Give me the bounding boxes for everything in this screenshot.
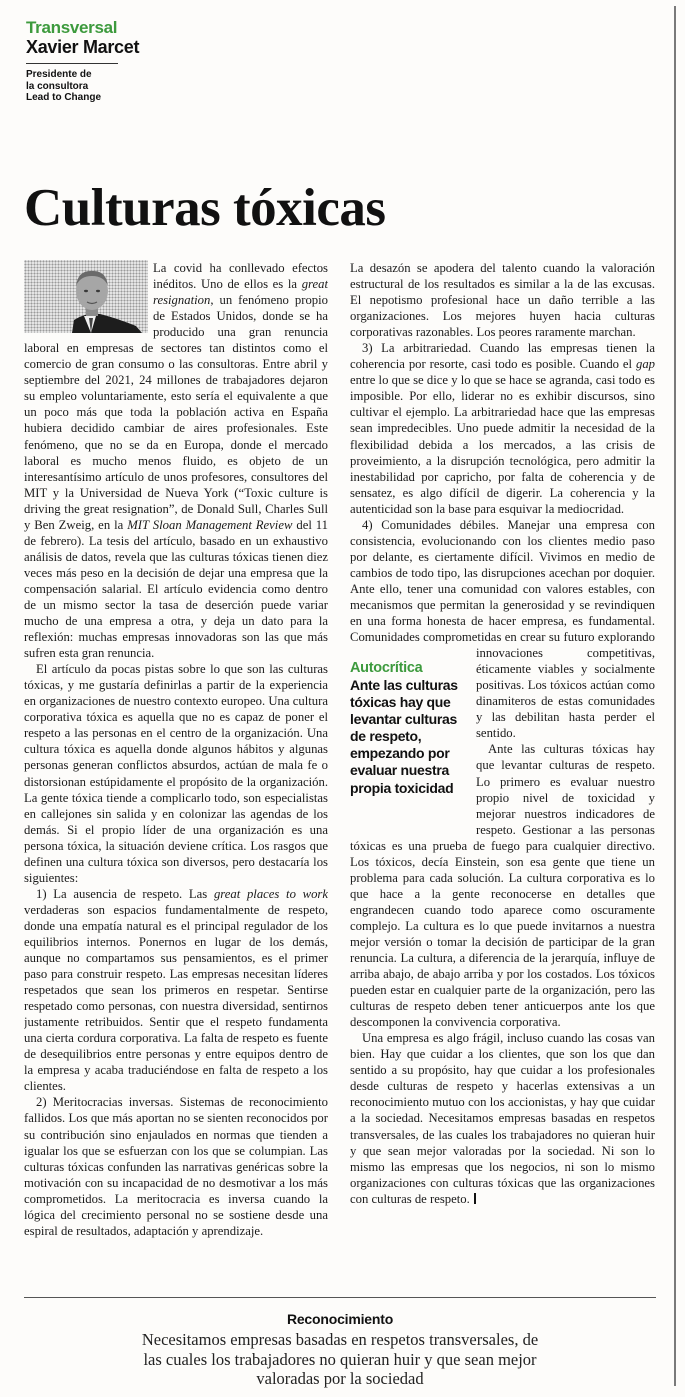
- section-label: Transversal: [26, 18, 118, 37]
- column-1-body: [24, 260, 328, 1239]
- italic-term: gap: [635, 357, 655, 372]
- author-role: [26, 69, 136, 104]
- footer-label: Reconocimiento: [286, 1311, 394, 1327]
- pullquote: [350, 660, 472, 797]
- author-portrait-icon: [24, 260, 148, 333]
- article-paragraph: 4) Comunidades débiles. Manejar una empresa con consistencia, evolucionando con los clientes medio paso por delante, es ciertamente difícil. Vivimos en medio de cambios de todo tipo, las disrupciones acechan por doquier. Ante ello, tener una comunidad con valores estables, con mecanismos que permitan la generosidad y se revindiquen en una forma honesta de hacer empresa, es fundamental. Comunidades comprometidas en crear su futuro explorando innovaciones competitivas, éticamente viables y socialmente positivas. Los tóxicos actúan como dinamiteros de estas comunidades y las debilitan hasta perder el sentido.: [350, 517, 655, 742]
- pullquote-label: Autocrítica: [350, 660, 423, 676]
- article-column-1: [24, 260, 328, 1290]
- author-role-line: Lead to Change: [26, 92, 102, 103]
- article-paragraph: Una empresa es algo frágil, incluso cuando las cosas van bien. Hay que cuidar a los clientes, que son los que dan sentido a su propósito, hay que cuidar a los profesionales desde culturas de respeto y hacerlas extensivas a un reconocimiento mutuo con los accionistas, y hay que cuidar a la sociedad. Necesitamos empresas basadas en respetos transversales, de las cuales los trabajadores no quieran huir y que sean mejor valoradas por la sociedad. Ni son lo mismo las empresas que los negocios, ni son lo mismo organizaciones con culturas tóxicas que las organizaciones con culturas de respeto.: [350, 1031, 655, 1206]
- end-of-article-mark: [474, 1193, 476, 1204]
- page-edge-rule: [674, 6, 676, 1386]
- article-paragraph: Ante las culturas tóxicas hay que levantar culturas de respeto. Lo primero es evaluar nuestro propio nivel de toxicidad y mejorar nuestros indicadores de respeto. Gestionar a las personas tóxicas es una prueba de fuego para cualquier directivo. Los tóxicos, decía Einstein, son esa gente que tiene un problema para cada solución. La cultura corporativa es lo que hace a la gente reconocerse en detalles que engrandecen cuando todo aparece como oscuramente complejo. La cultura es lo que puede invitarnos a nuestra mejor versión o tomar la decisión de participar de la gran renuncia. La cultura, a diferencia de la jerarquía, influye de arriba abajo, de abajo arriba y por los costados. Los tóxicos pueden estar en cualquier parte de la organización, pero las culturas de respeto deben tener anticuerpos ante los que descomponen la convivencia corporativa.: [350, 742, 655, 1030]
- article-paragraph: La desazón se apodera del talento cuando la valoración estructural de los resultados es similar a la de las excusas. El nepotismo profesional hace un daño terrible a las organizaciones. Los mejores huyen hacia culturas corporativas razonables. Los peores raramente marchan.: [350, 261, 655, 340]
- author-divider: [26, 63, 118, 64]
- italic-term: great resignation: [153, 277, 328, 308]
- author-role-line: Presidente de: [26, 69, 92, 80]
- article-paragraph: El artículo da pocas pistas sobre lo que son las culturas tóxicas, y me gustaría definirlas a partir de la experiencia en organizaciones de nuestro contexto europeo. Una cultura corporativa tóxica es aquella que no es capaz de poner el respeto a las personas en el centro de la organización. Una cultura tóxica es aquella donde algunos hábitos y algunas personas generan conflictos absurdos, actúan de mala fe o distorsionan estúpidamente el propósito de la organización. La gente tóxica tiende a complicarlo todo, son especialistas en callejones sin salida y en colonizar las agendas de los demás. Si el propio líder de una organización es una persona tóxica, la situación deviene crítica. Los rasgos que definen una cultura tóxica son diversos, pero destacaría los siguientes:: [24, 662, 328, 885]
- article-paragraph: 3) La arbitrariedad. Cuando las empresas tienen la coherencia por resorte, casi todo es posible. Cuando el gap entre lo que se dice y lo que se hace se agranda, casi todo es imposible. Por ello, liderar no es exhibir discursos, sino cultivar el ejemplo. La arbitrariedad hace que las empresas sean impredecibles. Uno puede admitir la necesidad de la flexibilidad debida a los mercados, a las crisis de proveimiento, a la disrupción tecnológica, pero admitir la inestabilidad por capricho, por falta de coherencia y de sensatez, es algo difícil de digerir. La coherencia y la autenticidad son la base para esquivar la mediocridad.: [350, 341, 655, 516]
- author-photo: [24, 260, 148, 333]
- article-headline: Culturas tóxicas: [24, 179, 386, 237]
- footer-quote: Necesitamos empresas basadas en respetos transversales, de las cuales los trabajadores no quieran huir y que sean mejor valoradas por la sociedad: [141, 1330, 539, 1388]
- footer-divider: [24, 1297, 656, 1298]
- italic-term: great places to work: [213, 886, 328, 901]
- author-role-line: la consultora: [26, 80, 89, 92]
- italic-term: MIT Sloan Management Review: [127, 517, 293, 532]
- author-name: Xavier Marcet: [26, 37, 140, 57]
- article-paragraph: La covid ha conllevado efectos inéditos. Uno de ellos es la great resignation, un fenómeno propio de Estados Unidos, donde se ha producido una gran renuncia laboral en empresas de sectores tan distintos como el comercio de gran consumo o las consultoras. Entre abril y septiembre del 2021, 24 millones de trabajadores dejaron su empleo voluntariamente, esto sería el equivalente a que un poco más que toda la población activa en España hubiera decidido cambiar de aires profesionales. Este fenómeno, que no se da en Europa, donde el mercado laboral es mucho menos fluido, es objeto de un interesantísimo artículo de unos profesores, consultores del MIT y la Universidad de Nueva York (“Toxic culture is driving the great resignation”, de Donald Sull, Charles Sull y Ben Zweig, en la MIT Sloan Management Review del 11 de febrero). La tesis del artículo, basado en un exhaustivo análisis de datos, revela que las culturas tóxicas tienen diez veces más peso en la decisión de dejar una empresa que la compensación salarial. El artículo evidencia como dentro de un mismo sector la tasa de deserción puede variar mucho de una empresa a otra, y deja un dato para la reflexión: muchas empresas innovadoras son las que más sufren esta gran renuncia.: [24, 261, 328, 661]
- pullquote-text: Ante las culturas tóxicas hay que levantar culturas de respeto, empezando por evaluar nuestra propia toxicidad: [350, 677, 458, 796]
- article-paragraph: 1) La ausencia de respeto. Las great places to work verdaderas son espacios fundamentalmente de respeto, donde una empatía natural es el principal regulador de los equilibrios internos. Ponernos en lugar de los demás, aunque no compartamos sus pensamientos, es el primer paso para construir respeto. Las empresas necesitan líderes respetados que sean los primeros en respetar. Sentirse respetado como personas, con nuestra diversidad, sentirnos justamente retribuidos. Sentir que el respeto fundamenta una cierta cordura corporativa. La falta de respeto es fuente de desequilibrios entre personas y entre equipos dentro de la empresa y acaba traduciéndose en falta de respeto a los clientes.: [24, 886, 328, 1094]
- article-paragraph: 2) Meritocracias inversas. Sistemas de reconocimiento fallidos. Los que más aportan no se sienten reconocidos por su contribución sino enjaulados en normas que tienden a igualar los que se esfuerzan con los que se columpian. Las culturas tóxicas confunden las narrativas genéricas sobre la motivación con su incapacidad de no desmotivar a los más comprometidos. La meritocracia es inversa cuando la lógica del crecimiento personal no se sostiene desde una espiral de resultados, adaptación y aprendizaje.: [24, 1095, 328, 1238]
